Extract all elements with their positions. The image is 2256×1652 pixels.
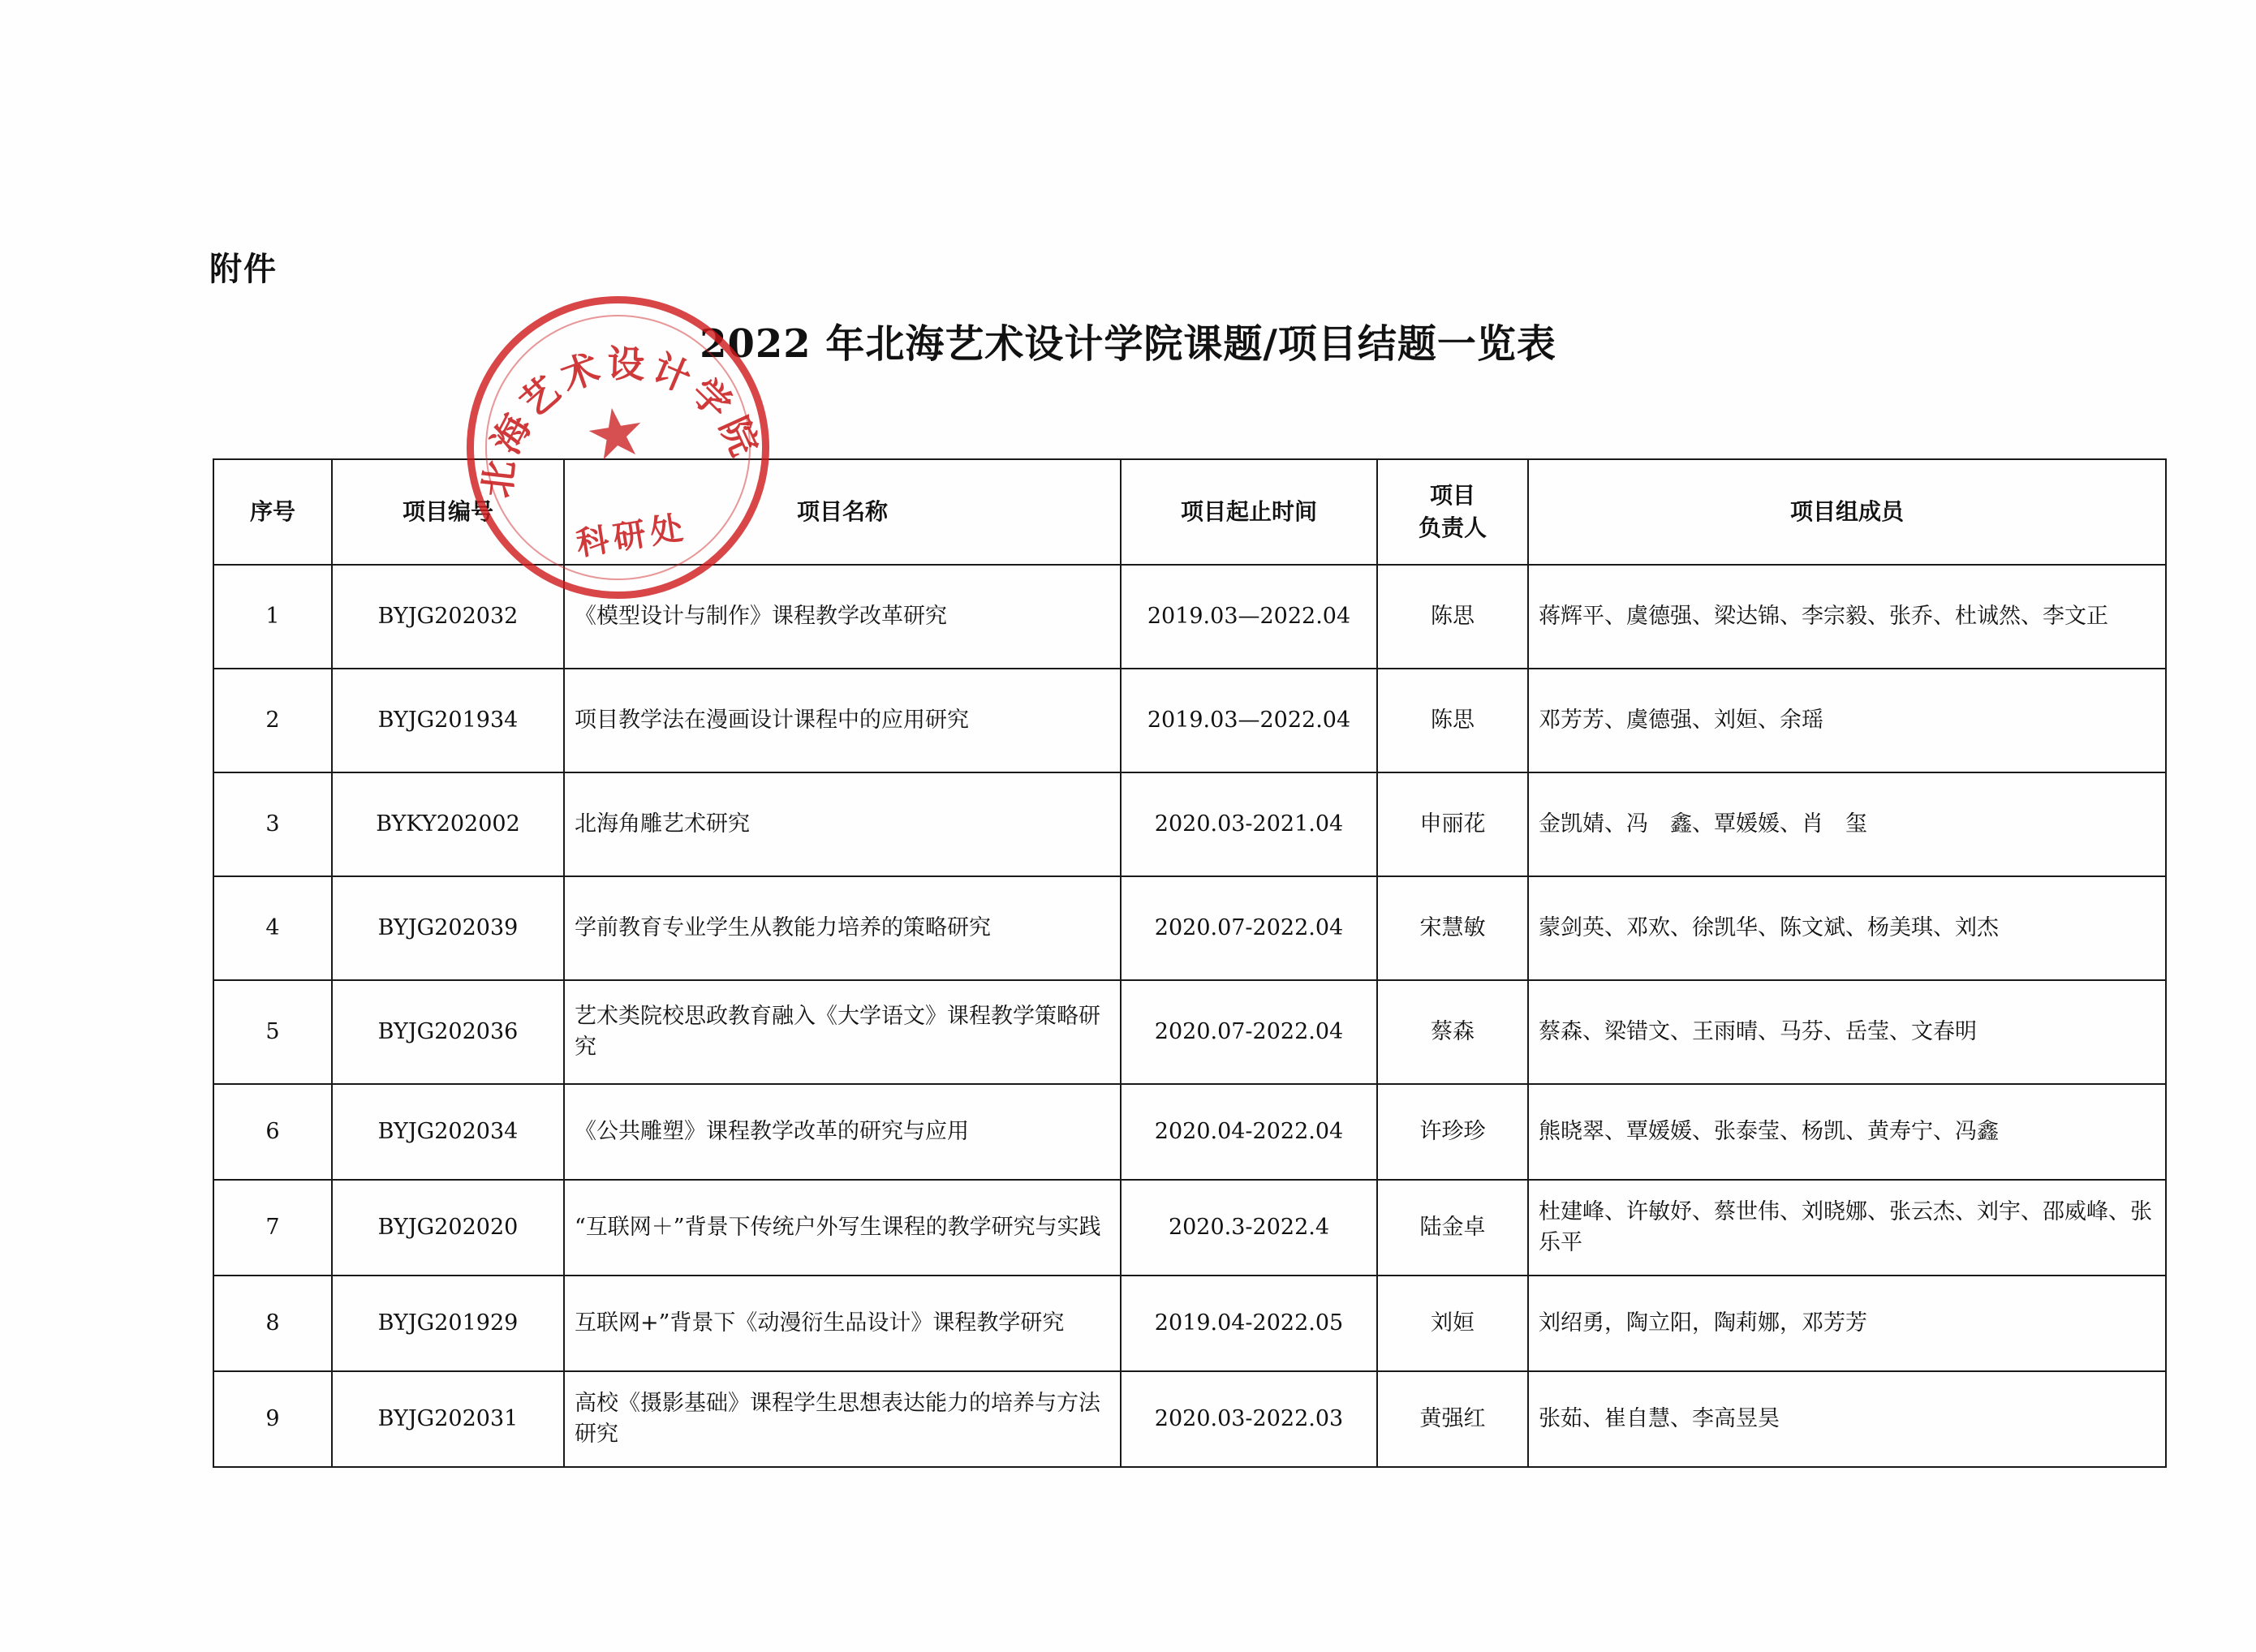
table-row [213, 876, 2166, 980]
cell-members: 熊晓翠、覃媛媛、张泰莹、杨凯、黄寿宁、冯鑫 [1528, 1084, 2166, 1180]
table-row [213, 565, 2166, 669]
cell-members: 张茹、崔自慧、李高昱昊 [1528, 1371, 2166, 1467]
cell-leader: 陈思 [1377, 669, 1528, 772]
cell-members: 刘绍勇，陶立阳，陶莉娜，邓芳芳 [1528, 1276, 2166, 1371]
cell-members: 杜建峰、许敏妤、蔡世伟、刘晓娜、张云杰、刘宇、邵威峰、张乐平 [1528, 1180, 2166, 1276]
cell-no: 7 [213, 1180, 332, 1276]
column-header-code: 项目编号 [332, 459, 564, 565]
table-row [213, 1084, 2166, 1180]
column-header-members: 项目组成员 [1528, 459, 2166, 565]
cell-no: 9 [213, 1371, 332, 1467]
page-title: 2022 年北海艺术设计学院课题/项目结题一览表 [700, 321, 1556, 367]
cell-name: 学前教育专业学生从教能力培养的策略研究 [564, 876, 1121, 980]
table-row [213, 1371, 2166, 1467]
cell-code: BYJG202036 [332, 980, 564, 1084]
cell-time: 2020.03-2021.04 [1121, 772, 1377, 876]
table-row [213, 980, 2166, 1084]
cell-members: 蔡森、梁错文、王雨晴、马芬、岳莹、文春明 [1528, 980, 2166, 1084]
cell-leader: 宋慧敏 [1377, 876, 1528, 980]
cell-name: 项目教学法在漫画设计课程中的应用研究 [564, 669, 1121, 772]
cell-name: 艺术类院校思政教育融入《大学语文》课程教学策略研究 [564, 980, 1121, 1084]
cell-name: 北海角雕艺术研究 [564, 772, 1121, 876]
cell-name: 《模型设计与制作》课程教学改革研究 [564, 565, 1121, 669]
table-header [213, 459, 2166, 565]
cell-name: 《公共雕塑》课程教学改革的研究与应用 [564, 1084, 1121, 1180]
cell-time: 2019.03—2022.04 [1121, 565, 1377, 669]
cell-time: 2020.07-2022.04 [1121, 980, 1377, 1084]
cell-leader: 蔡森 [1377, 980, 1528, 1084]
project-completion-table [213, 458, 2167, 1468]
cell-time: 2020.3-2022.4 [1121, 1180, 1377, 1276]
cell-time: 2020.04-2022.04 [1121, 1084, 1377, 1180]
cell-time: 2020.07-2022.04 [1121, 876, 1377, 980]
table-row [213, 1180, 2166, 1276]
column-header-leader [1377, 459, 1528, 565]
cell-code: BYJG202032 [332, 565, 564, 669]
cell-members: 邓芳芳、虞德强、刘姮、余瑶 [1528, 669, 2166, 772]
cell-no: 2 [213, 669, 332, 772]
column-header-leader-line2: 负责人 [1418, 514, 1487, 541]
cell-code: BYJG201929 [332, 1276, 564, 1371]
attachment-label: 附件 [209, 250, 278, 288]
seal-star-icon: ★ [579, 389, 652, 478]
cell-leader: 陈思 [1377, 565, 1528, 669]
cell-name: 互联网+”背景下《动漫衍生品设计》课程教学研究 [564, 1276, 1121, 1371]
cell-leader: 陆金卓 [1377, 1180, 1528, 1276]
cell-time: 2020.03-2022.03 [1121, 1371, 1377, 1467]
cell-time: 2019.03—2022.04 [1121, 669, 1377, 772]
cell-leader: 刘姮 [1377, 1276, 1528, 1371]
cell-no: 8 [213, 1276, 332, 1371]
seal-bottom-label: 科研处 [573, 508, 691, 564]
cell-time: 2019.04-2022.05 [1121, 1276, 1377, 1371]
seal-arc-label: 北海艺术设计学院 [475, 342, 769, 501]
cell-leader: 申丽花 [1377, 772, 1528, 876]
cell-members: 蒙剑英、邓欢、徐凯华、陈文斌、杨美琪、刘杰 [1528, 876, 2166, 980]
cell-code: BYJG202031 [332, 1371, 564, 1467]
cell-leader: 黄强红 [1377, 1371, 1528, 1467]
column-header-leader-line1: 项目 [1429, 482, 1475, 510]
cell-no: 3 [213, 772, 332, 876]
cell-leader: 许珍珍 [1377, 1084, 1528, 1180]
cell-no: 1 [213, 565, 332, 669]
cell-code: BYJG202020 [332, 1180, 564, 1276]
table-row [213, 772, 2166, 876]
cell-members: 金凯婧、冯 鑫、覃媛媛、肖 玺 [1528, 772, 2166, 876]
cell-code: BYKY202002 [332, 772, 564, 876]
cell-code: BYJG202039 [332, 876, 564, 980]
table-header-row [213, 459, 2166, 565]
cell-name: “互联网＋”背景下传统户外写生课程的教学研究与实践 [564, 1180, 1121, 1276]
table-row [213, 669, 2166, 772]
cell-name: 高校《摄影基础》课程学生思想表达能力的培养与方法研究 [564, 1371, 1121, 1467]
cell-no: 5 [213, 980, 332, 1084]
cell-code: BYJG201934 [332, 669, 564, 772]
cell-code: BYJG202034 [332, 1084, 564, 1180]
column-header-time: 项目起止时间 [1121, 459, 1377, 565]
cell-no: 4 [213, 876, 332, 980]
table-body [213, 565, 2166, 1467]
table-row [213, 1276, 2166, 1371]
cell-no: 6 [213, 1084, 332, 1180]
cell-members: 蒋辉平、虞德强、梁达锦、李宗毅、张乔、杜诚然、李文正 [1528, 565, 2166, 669]
column-header-name: 项目名称 [564, 459, 1121, 565]
column-header-no: 序号 [213, 459, 332, 565]
